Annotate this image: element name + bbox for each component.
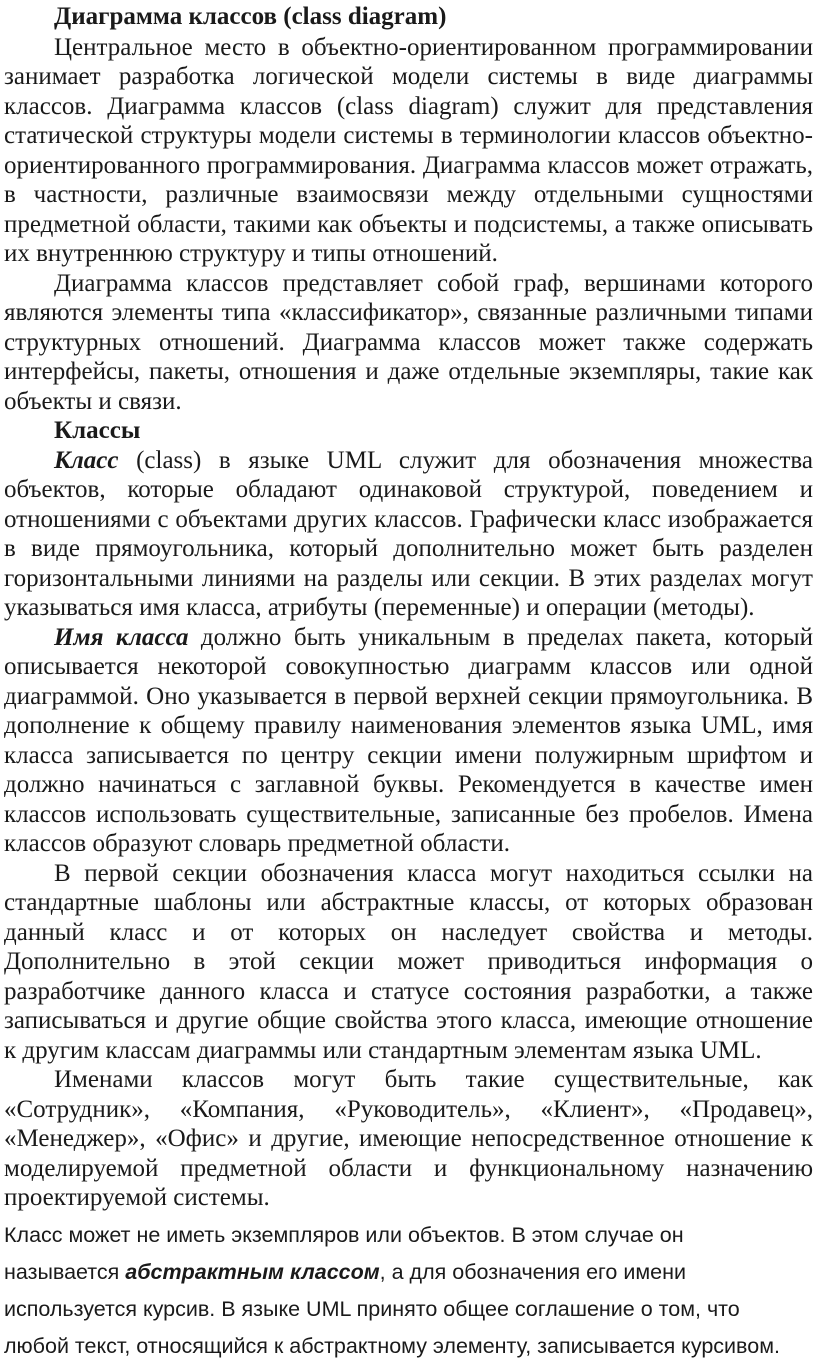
class-term: Класс xyxy=(54,446,119,474)
graph-paragraph: Диаграмма классов представляет собой граф, вершинами которого являются элементы типа «классификатор», связанные различными типами структурных отношений. Диаграмма классов может также содержать интерфейсы, пакеты, отношения и даже отдельные экземпляры, такие как объекты и связи. xyxy=(4,269,813,415)
abstract-line-3: используется курсив. В языке UML принято общее соглашение о том, что xyxy=(4,1296,740,1321)
examples-paragraph: Именами классов могут быть такие существительные, как «Сотрудник», «Компания, «Руководитель», «Клиент», «Продавец», «Менеджер», «Офис» и другие, имеющие непосредственное отношение к моделируемой предметной области и функциональному назначению проектируемой системы. xyxy=(4,1066,813,1211)
page-title: Диаграмма классов (class diagram) xyxy=(54,3,447,30)
class-name-paragraph xyxy=(4,623,813,859)
class-name-text: должно быть уникальным в пределах пакета, который описывается некоторой совокупностью диаграмм классов или одной диаграммой. Оно указывается в первой верхней секции прямоугольника. В дополнение к общему правилу наименования элементов языка UML, имя класса записывается по центру секции имени полужирным шрифтом и должно начинаться с заглавной буквы. Рекомендуется в качестве имен классов использовать существительные, записанные без пробелов. Имена классов образуют словарь предметной области. xyxy=(4,623,813,857)
abstract-line-2-start: называется xyxy=(4,1259,126,1284)
abstract-line-1: Класс может не иметь экземпляров или объектов. В этом случае он xyxy=(4,1222,684,1247)
abstract-line-4: любой текст, относящийся к абстрактному элементу, записывается курсивом. xyxy=(4,1333,780,1358)
class-definition-paragraph xyxy=(4,446,813,623)
abstract-line-2-end: , а для обозначения его имени xyxy=(379,1259,686,1284)
class-name-term: Имя класса xyxy=(54,623,189,651)
first-section-paragraph: В первой секции обозначения класса могут находиться ссылки на стандартные шаблоны или абстрактные классы, от которых образован данный класс и от которых он наследует свойства и методы. Дополнительно в этой секции может приводиться информация о разработчике данного класса и статусе состояния разработки, а также записываться и другие общие свойства этого класса, имеющие отношение к другим классам диаграммы или стандартным элементам языка UML. xyxy=(4,859,813,1064)
abstract-class-block xyxy=(4,1217,813,1365)
abstract-line-2 xyxy=(4,1254,813,1291)
class-definition-text: (class) в языке UML служит для обозначения множества объектов, которые обладают одинаковой структурой, поведением и отношениями с объектами других классов. Графически класс изображается в виде прямоугольника, который дополнительно может быть разделен горизонтальными линиями на разделы или секции. В этих разделах могут указываться имя класса, атрибуты (переменные) и операции (методы). xyxy=(4,446,813,621)
intro-paragraph: Центральное место в объектно-ориентированном программировании занимает разработка логической модели системы в виде диаграммы классов. Диаграмма классов (class diagram) служит для представления статической структуры модели системы в терминологии классов объектно-ориентированного программирования. Диаграмма классов может отражать, в частности, различные взаимосвязи между отдельными сущностями предметной области, такими как объекты и подсистемы, а также описывать их внутреннюю структуру и типы отношений. xyxy=(4,33,813,267)
abstract-class-term: абстрактным классом xyxy=(125,1259,380,1284)
section-heading-classes: Классы xyxy=(54,417,141,444)
